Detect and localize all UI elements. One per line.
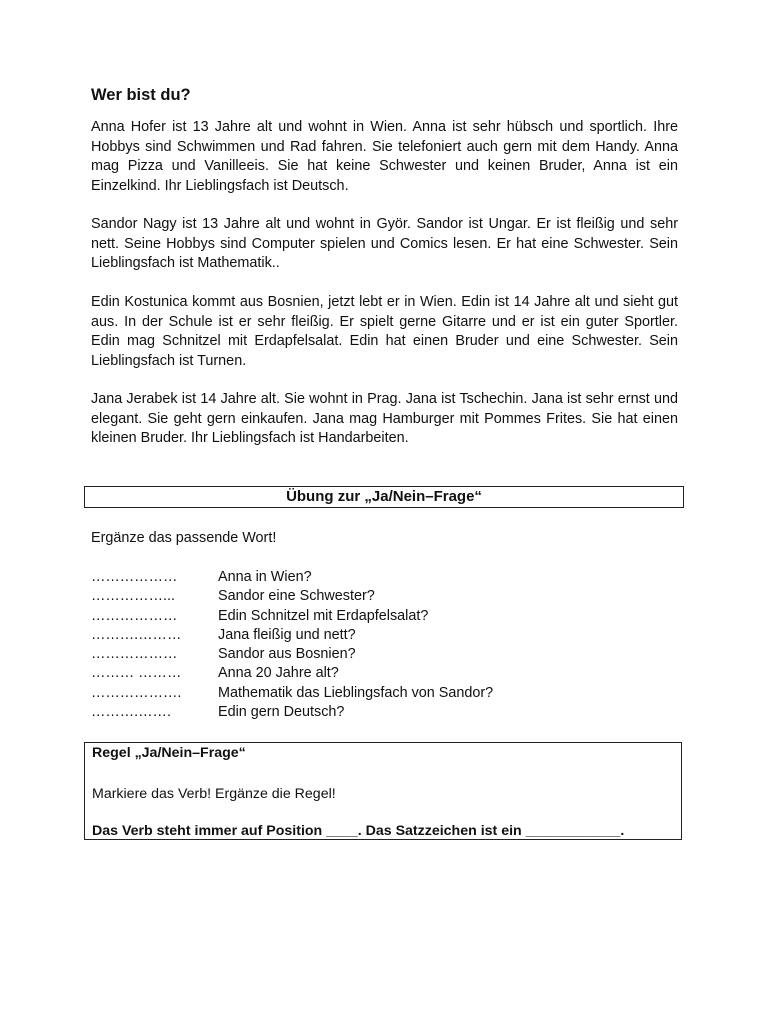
exercise-item <box>91 703 684 722</box>
answer-blank: ……………… <box>91 607 178 624</box>
answer-blank: ……… ……… <box>91 665 182 682</box>
exercise-item <box>91 684 684 703</box>
answer-blank: ……….……. <box>91 704 171 721</box>
exercise-item <box>91 587 684 606</box>
exercise-item <box>91 607 684 626</box>
question-text: Edin Schnitzel mit Erdapfelsalat? <box>218 607 429 624</box>
question-text: Anna in Wien? <box>218 569 312 585</box>
answer-blank: ……………... <box>91 588 175 605</box>
question-text: Sandor eine Schwester? <box>218 588 375 605</box>
paragraph-edin: Edin Kostunica kommt aus Bosnien, jetzt lebt er in Wien. Edin ist 14 Jahre alt und sieht gut aus. In der Schule ist er sehr fleißig. Er spielt gerne Gitarre und er ist ein guter Sportler. Edin mag Schnitzel mit Erdapfelsalat. Edin hat einen Bruder und eine Schwester. Sein Lieblingsfach ist Turnen. <box>91 294 678 369</box>
exercise-item <box>91 568 684 587</box>
rule-instruction: Markiere das Verb! Ergänze die Regel! <box>92 786 336 802</box>
question-text: Jana fleißig und nett? <box>218 626 356 643</box>
question-text: Mathematik das Lieblingsfach von Sandor? <box>218 684 494 701</box>
answer-blank: ……………… <box>91 646 178 663</box>
rule-statement: Das Verb steht immer auf Position ____. Das Satzzeichen ist ein ____________. <box>92 823 625 839</box>
exercise-item <box>91 664 684 683</box>
paragraph-anna: Anna Hofer ist 13 Jahre alt und wohnt in Wien. Anna ist sehr hübsch und sportlich. Ihre Hobbys sind Schwimmen und Rad fahren. Sie telefoniert auch gern mit dem Handy. Anna mag Pizza und Vanilleeis. Sie hat keine Schwester und keinen Bruder, Anna ist ein Einzelkind. Ihr Lieblingsfach ist Deutsch. <box>91 119 678 194</box>
paragraph-jana: Jana Jerabek ist 14 Jahre alt. Sie wohnt in Prag. Jana ist Tschechin. Jana ist sehr ernst und elegant. Sie geht gern einkaufen. Jana mag Hamburger mit Pommes Frites. Sie hat einen kleinen Bruder. Ihr Lieblingsfach ist Handarbeiten. <box>91 391 678 446</box>
question-text: Sandor aus Bosnien? <box>218 646 356 663</box>
exercise-item <box>91 626 684 645</box>
answer-blank: ………………. <box>91 684 182 701</box>
page-title: Wer bist du? <box>91 86 191 104</box>
question-text: Edin gern Deutsch? <box>218 704 345 721</box>
answer-blank: ……………… <box>91 569 178 585</box>
exercise-list <box>91 568 684 722</box>
exercise-instruction: Ergänze das passende Wort! <box>91 530 277 546</box>
question-text: Anna 20 Jahre alt? <box>218 665 339 682</box>
exercise-item <box>91 645 684 664</box>
exercise-heading: Übung zur „Ja/Nein–Frage“ <box>84 486 684 508</box>
rule-title: Regel „Ja/Nein–Frage“ <box>92 745 246 761</box>
rule-box <box>84 742 682 840</box>
answer-blank: ……….……… <box>91 626 182 643</box>
paragraph-sandor: Sandor Nagy ist 13 Jahre alt und wohnt in Györ. Sandor ist Ungar. Er ist fleißig und sehr nett. Seine Hobbys sind Computer spielen und Comics lesen. Er hat eine Schwester. Sein Lieblingsfach ist Mathematik.. <box>91 216 678 271</box>
